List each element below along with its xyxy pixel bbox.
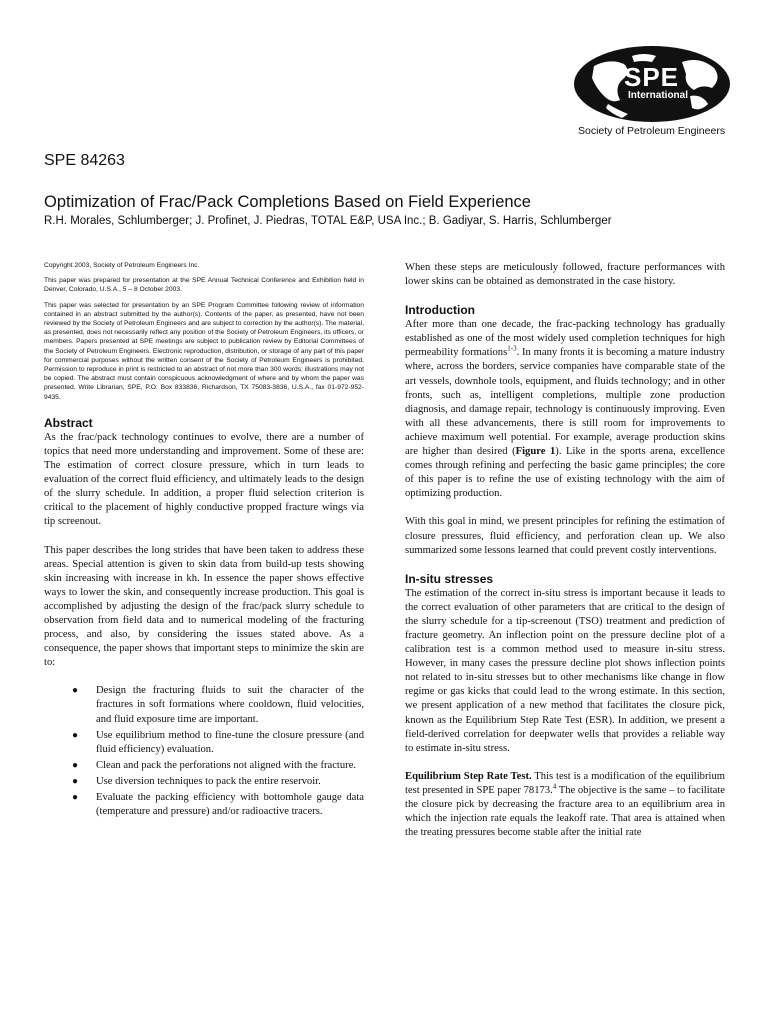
bullet-icon: ● (72, 685, 79, 697)
bullet-icon: ● (72, 792, 79, 803)
bullet-icon: ● (72, 775, 79, 787)
introduction-paragraph-1: After more than one decade, the frac-packing technology has gradually established as one of the most widely used completion techniques for high permeability formations$^{1-3}$. In many fronts it is becoming a mature industry where, across the borders, service companies have comparable state of the art vessels, downhole tools, equipment, and fluids technology; and in other fronts, such as, intelligent completions, multiple zone production diagnosis, and damage repair, technology is continuously improving. Even with all these advancements, there is still room for improvements to achieve maximum well potential. For example, average production skins are higher than desired (Figure 1). Like in the sports arena, excellence comes through refining and perfecting the basic game principles; the core of this paper is to refine the use of existing technology with the aim of optimizing production. (405, 319, 726, 500)
steps-list (44, 684, 364, 819)
lead-paragraph: When these steps are meticulously followed, fracture performances with lower skins can be obtained as demonstrated in the case history. (405, 262, 725, 288)
abstract-heading: Abstract (44, 415, 93, 430)
insitu-stresses-paragraph: The estimation of the correct in-situ stress is important because it leads to the correct evaluation of other parameters that are critical to the design of the slurry schedule for a tip-screenout (TSO) treatment and prediction of fracture geometry. An inflection point on the pressure decline plot of a calibration test is a common method used to measure in-situ stress. However, in many cases the pressure decline plot shows inflection points not related to in-situ stresses but to other mechanisms like change in flow regime or gas kicks that could lead to the wrong estimate. In this section, we present application of a new method that facilitates the closure pick, known as the Equilibrium Step Rate Test (ESR). In addition, we present a field-derived correlation for deepwater wells that provides a reliable way to estimate in-situ stress. (405, 587, 725, 754)
figure-reference: Figure 1 (515, 446, 556, 458)
logo-acronym: SPE (624, 62, 680, 92)
list-item: ● Clean and pack the perforations not aligned with the fracture. (44, 759, 364, 773)
right-column (405, 261, 725, 840)
logo-caption: Society of Petroleum Engineers (578, 125, 726, 137)
bullet-icon: ● (72, 759, 79, 771)
list-item: ● Use diversion techniques to pack the entire reservoir. (44, 775, 364, 789)
paper-number: SPE 84263 (44, 152, 125, 169)
left-column (44, 261, 364, 821)
selection-notice: This paper was selected for presentation by an SPE Program Committee following review of information contained in an abstract submitted by the author(s). Contents of the paper, as presented, have not been reviewed by the Society of Petroleum Engineers and are subject to correction by the author(s). The material, as presented, does not necessarily reflect any position of the Society of Petroleum Engineers, its officers, or members. Papers presented at SPE meetings are subject to publication review by Editorial Committees of the Society of Petroleum Engineers. Electronic reproduction, distribution, or storage of any part of this paper for commercial purposes without the written consent of the Society of Petroleum Engineers is prohibited. Permission to reproduce in print is restricted to an abstract of not more than 300 words; illustrations may not be copied. The abstract must contain conspicuous acknowledgment of where and by whom the paper was presented. Write Librarian, SPE, P.O. Box 833836, Richardson, TX 75083-3836, U.S.A., fax 01-972-952-9435. (44, 301, 364, 401)
abstract-paragraph-2: This paper describes the long strides that have been taken to address these areas. Special attention is given to skin data from build-up tests showing skin increasing with increase in kh. In essence the paper shows effective ways to lower the skin, and consequently increase production. This goal is accomplished by adjusting the design of the frac/pack slurry schedule to observation from field data and to numerical modeling of the fracturing process, and also, by considering the issues stated above. As a consequence, the paper shows that important steps to minimize the skin are to: (44, 544, 364, 669)
insitu-stresses-heading: In-situ stresses (405, 571, 494, 586)
presentation-notice: This paper was prepared for presentation at the SPE Annual Technical Conference and Exhibition held in Denver, Colorado, U.S.A., 5 – 8 October 2003. (44, 277, 364, 294)
esr-paragraph: Equilibrium Step Rate Test. This test is a modification of the equilibrium test presented in SPE paper 78173.$^4$ The objective is the same – to facilitate the closure pick by decreasing the fracture area to an equilibrium area in which the injection rate equals the leakoff rate. That area is attained when the treating pressures become stable after the initial rate (405, 770, 725, 839)
list-item: ● Evaluate the packing efficiency with bottomhole gauge data (temperature and pressure) and/or radioactive tracers. (72, 792, 364, 818)
esr-run-in-heading: Equilibrium Step Rate Test. (405, 770, 532, 782)
copyright-notice: Copyright 2003, Society of Petroleum Engineers Inc. (44, 262, 200, 269)
introduction-heading: Introduction (405, 303, 475, 318)
logo-subtitle: International (628, 90, 689, 101)
author-list: R.H. Morales, Schlumberger; J. Profinet, J. Piedras, TOTAL E&P, USA Inc.; B. Gadiyar, S. Harris, Schlumberger (44, 215, 612, 227)
introduction-paragraph-2: With this goal in mind, we present principles for refining the estimation of closure pressures, fluid efficiency, and perforation clean up. We also summarized some lessons learned that could prevent costly interventions. (405, 516, 725, 556)
bullet-icon: ● (72, 729, 79, 741)
paper-title: Optimization of Frac/Pack Completions Based on Field Experience (44, 193, 531, 211)
list-item: ● Design the fracturing fluids to suit the character of the fractures in soft formations where cooldown, fluid velocities, and fluid exposure time are important. (72, 685, 364, 725)
abstract-paragraph-1: As the frac/pack technology continues to evolve, there are a number of topics that need more understanding and improvement. Some of these are: The estimation of correct closure pressure, which in turn leads to evaluation of the correct fluid efficiency, and ultimately leads to the design of the slurry schedule. In addition, a proper fluid selection criterion is critical to the placement of highly conductive propped fracture wings via tip screenout. (44, 431, 364, 528)
list-item: ● Use equilibrium method to fine-tune the closure pressure (and fluid efficiency) evaluation. (72, 729, 364, 755)
